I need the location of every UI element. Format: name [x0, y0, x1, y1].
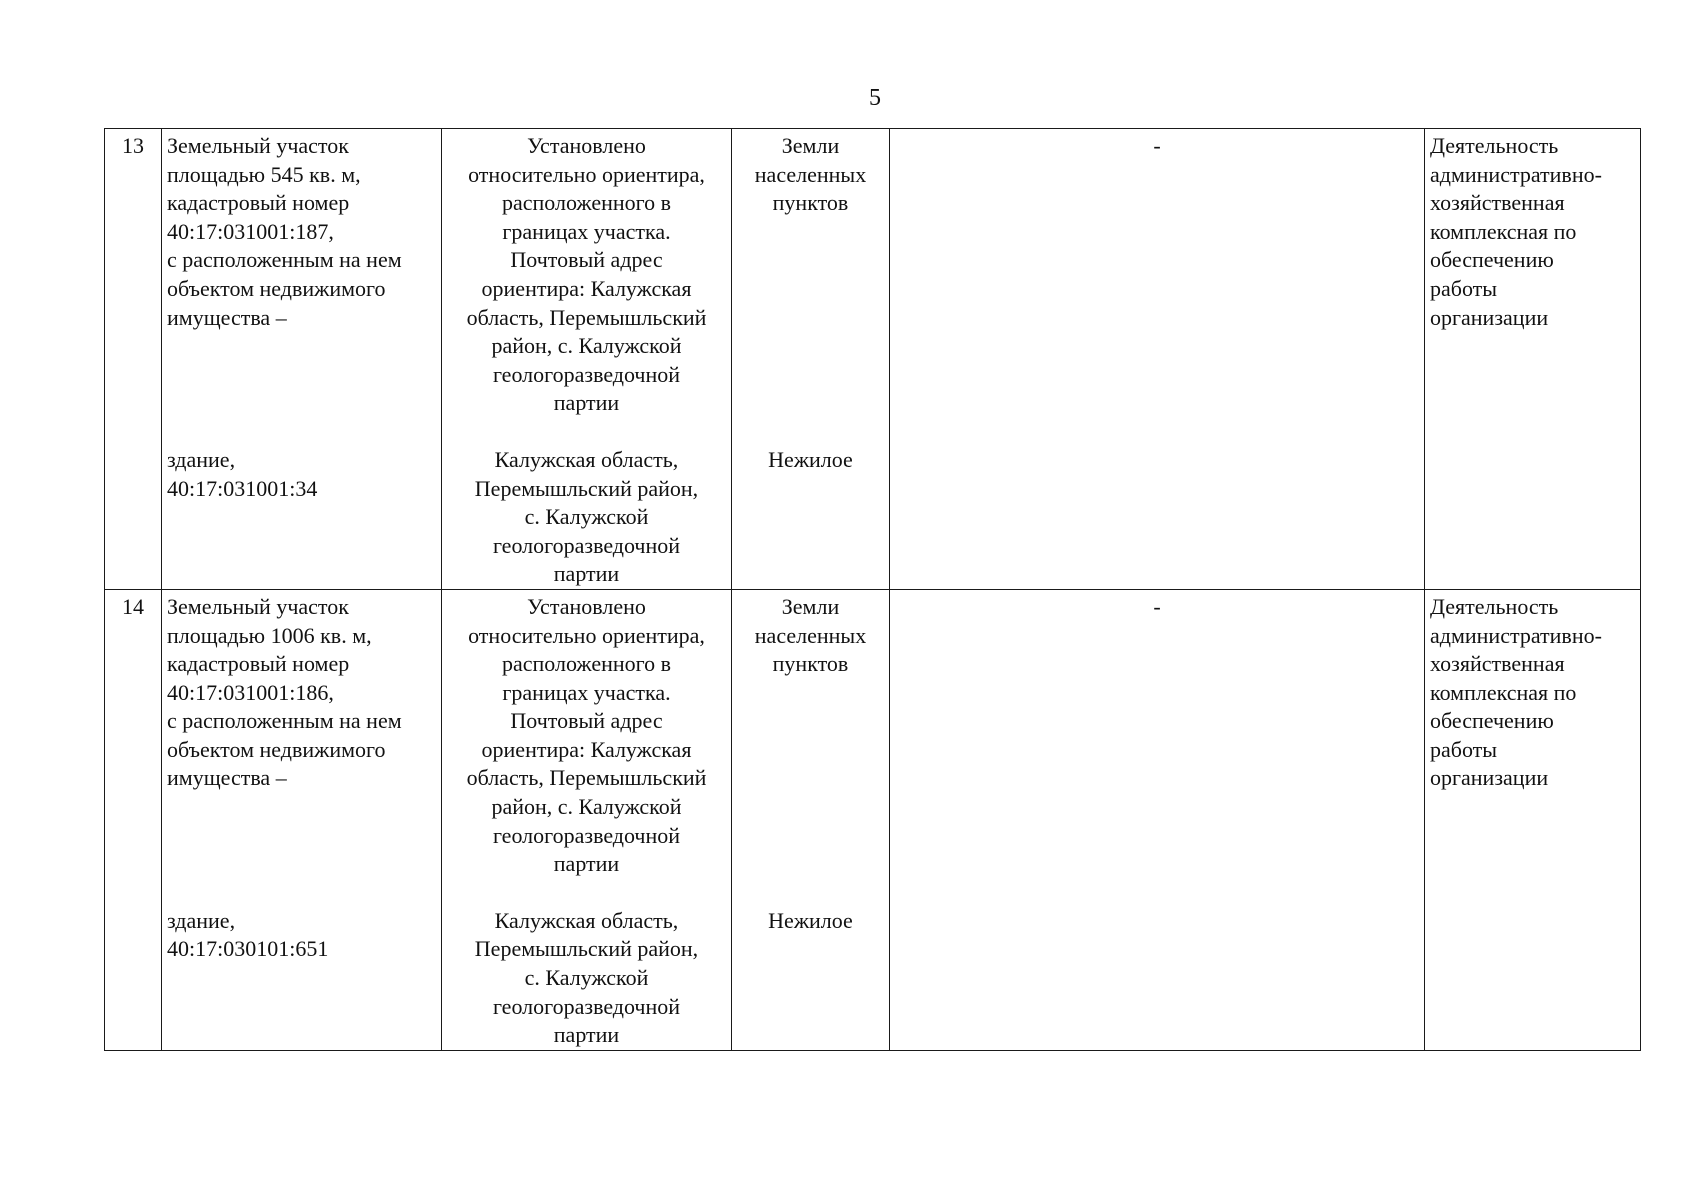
building-address-line: с. Калужской	[524, 965, 649, 991]
building-address-line: Перемышльский район,	[474, 936, 699, 962]
location-line: ориентира: Калужская	[481, 275, 692, 301]
building-address-line: партии	[553, 561, 620, 587]
category-line: Земли	[781, 133, 840, 158]
section-gap	[447, 418, 726, 446]
purpose-line: обеспечению	[1430, 708, 1554, 734]
purpose-line: комплексная по	[1430, 679, 1577, 705]
location-line: геологоразведочной	[492, 361, 681, 387]
description-line: Земельный участок	[167, 133, 349, 158]
description-line: площадью 1006 кв. м,	[167, 622, 372, 648]
description-line: кадастровый номер	[167, 651, 350, 677]
description-line: 40:17:031001:187,	[167, 218, 334, 244]
encumbrance-text: -	[1153, 133, 1161, 158]
building-type: Нежилое	[768, 907, 853, 933]
description-line: 40:17:031001:186,	[167, 679, 334, 705]
building-address-line: с. Калужской	[524, 504, 649, 530]
location-line: относительно ориентира,	[468, 622, 705, 648]
description-line: объектом недвижимого	[167, 736, 386, 762]
location-line: район, с. Калужской	[491, 794, 682, 820]
description-line: имущества –	[167, 304, 287, 330]
location-line: Установлено	[527, 133, 646, 158]
usage-purpose	[1425, 129, 1641, 590]
table-row	[105, 589, 1641, 1050]
purpose-line: Деятельность	[1430, 593, 1559, 619]
location-line: границах участка.	[502, 679, 671, 705]
building-line: 40:17:031001:34	[167, 475, 318, 501]
encumbrance-text: -	[1153, 593, 1161, 619]
object-location	[442, 129, 732, 590]
purpose-line: работы	[1430, 736, 1498, 762]
object-description	[162, 129, 442, 590]
encumbrance	[890, 129, 1425, 590]
purpose-line: комплексная по	[1430, 218, 1577, 244]
building-line: здание,	[167, 907, 236, 933]
description-line: Земельный участок	[167, 593, 349, 619]
category-line: пунктов	[772, 651, 849, 677]
section-gap	[167, 332, 436, 446]
category-line: пунктов	[772, 190, 849, 216]
row-number-text: 13	[122, 133, 144, 158]
category-line: населенных	[754, 622, 867, 648]
description-line: с расположенным на нем	[167, 708, 402, 734]
property-register-table	[104, 128, 1641, 1051]
purpose-line: организации	[1430, 304, 1549, 330]
land-category	[732, 129, 890, 590]
row-number-text: 14	[122, 593, 144, 619]
section-gap	[447, 879, 726, 907]
building-address-line: геологоразведочной	[492, 532, 681, 558]
land-category	[732, 589, 890, 1050]
location-line: район, с. Калужской	[491, 333, 682, 359]
description-line: с расположенным на нем	[167, 247, 402, 273]
purpose-line: хозяйственная	[1430, 651, 1565, 677]
location-line: геологоразведочной	[492, 822, 681, 848]
building-address-line: геологоразведочной	[492, 993, 681, 1019]
location-line: относительно ориентира,	[468, 161, 705, 187]
category-line: Земли	[781, 593, 840, 619]
purpose-line: организации	[1430, 765, 1549, 791]
section-gap	[167, 793, 436, 907]
encumbrance	[890, 589, 1425, 1050]
description-line: объектом недвижимого	[167, 275, 386, 301]
description-line: площадью 545 кв. м,	[167, 161, 361, 187]
page-number: 5	[869, 85, 881, 111]
location-line: расположенного в	[501, 651, 672, 677]
building-line: здание,	[167, 446, 236, 472]
building-address-line: Калужская область,	[494, 446, 679, 472]
table-body	[105, 129, 1641, 1051]
table-row	[105, 129, 1641, 590]
purpose-line: Деятельность	[1430, 133, 1559, 158]
category-line: населенных	[754, 161, 867, 187]
building-address-line: партии	[553, 1022, 620, 1048]
purpose-line: обеспечению	[1430, 247, 1554, 273]
location-line: область, Перемышльский	[466, 304, 707, 330]
location-line: границах участка.	[502, 218, 671, 244]
location-line: Почтовый адрес	[510, 247, 663, 273]
row-number	[105, 589, 162, 1050]
location-line: Установлено	[527, 593, 646, 619]
building-type: Нежилое	[768, 446, 853, 472]
building-address-line: Перемышльский район,	[474, 475, 699, 501]
purpose-line: хозяйственная	[1430, 190, 1565, 216]
building-address-line: Калужская область,	[494, 907, 679, 933]
location-line: ориентира: Калужская	[481, 736, 692, 762]
purpose-line: работы	[1430, 275, 1498, 301]
object-location	[442, 589, 732, 1050]
location-line: партии	[553, 390, 620, 416]
building-line: 40:17:030101:651	[167, 936, 329, 962]
object-description	[162, 589, 442, 1050]
row-number	[105, 129, 162, 590]
location-line: Почтовый адрес	[510, 708, 663, 734]
location-line: расположенного в	[501, 190, 672, 216]
usage-purpose	[1425, 589, 1641, 1050]
section-gap	[737, 679, 884, 907]
description-line: имущества –	[167, 765, 287, 791]
section-gap	[737, 218, 884, 446]
purpose-line: административно-	[1430, 622, 1602, 648]
purpose-line: административно-	[1430, 161, 1602, 187]
location-line: партии	[553, 851, 620, 877]
location-line: область, Перемышльский	[466, 765, 707, 791]
description-line: кадастровый номер	[167, 190, 350, 216]
